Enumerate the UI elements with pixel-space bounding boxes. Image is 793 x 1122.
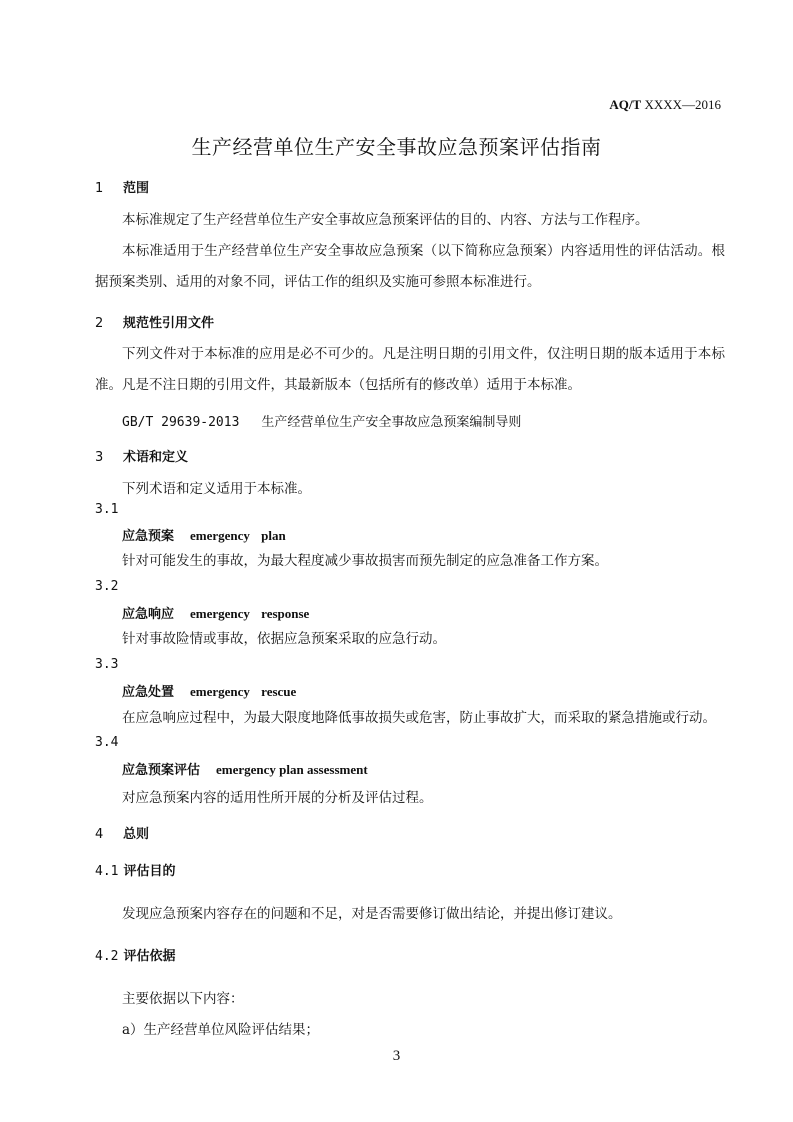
normative-reference bbox=[122, 411, 521, 430]
term-en: emergency rescue bbox=[190, 684, 297, 699]
section-2-paragraph-1: 下列文件对于本标准的应用是必不可少的。凡是注明日期的引用文件，仅注明日期的版本适用于本标准。凡是不注日期的引用文件，其最新版本（包括所有的修改单）适用于本标准。 bbox=[95, 346, 725, 393]
subsection-4-2-text: 主要依据以下内容： bbox=[122, 991, 244, 1007]
term-definition: 针对可能发生的事故，为最大程度减少事故损害而预先制定的应急准备工作方案。 bbox=[122, 553, 608, 569]
section-title: 规范性引用文件 bbox=[123, 316, 215, 331]
section-number: 2 bbox=[95, 316, 104, 331]
standard-code bbox=[609, 97, 721, 113]
section-1-paragraph-1: 本标准规定了生产经营单位生产安全事故应急预案评估的目的、内容、方法与工作程序。 bbox=[122, 212, 649, 228]
section-4-heading bbox=[95, 823, 149, 842]
section-number: 4 bbox=[95, 827, 104, 842]
subsection-number: 4.2 bbox=[95, 949, 119, 964]
term-heading bbox=[122, 525, 286, 544]
subsection-number: 4.1 bbox=[95, 864, 119, 879]
term-definition: 对应急预案内容的适用性所开展的分析及评估过程。 bbox=[122, 790, 433, 806]
list-item-a: a）生产经营单位风险评估结果； bbox=[122, 1022, 320, 1038]
subsection-4-2-heading bbox=[95, 945, 176, 964]
document-title: 生产经营单位生产安全事故应急预案评估指南 bbox=[191, 135, 602, 159]
section-title: 范围 bbox=[123, 181, 150, 196]
subsection-4-1-text: 发现应急预案内容存在的问题和不足，对是否需要修订做出结论，并提出修订建议。 bbox=[122, 906, 622, 922]
term-cn: 应急预案 bbox=[122, 529, 175, 544]
reference-title: 生产经营单位生产安全事故应急预案编制导则 bbox=[261, 415, 522, 430]
page-number: 3 bbox=[392, 1048, 401, 1064]
section-1-heading bbox=[95, 177, 149, 196]
term-en: emergency plan assessment bbox=[216, 762, 368, 777]
section-title: 术语和定义 bbox=[123, 450, 189, 465]
standard-code-number: XXXX—2016 bbox=[644, 97, 721, 112]
section-number: 3 bbox=[95, 450, 104, 465]
term-definition: 在应急响应过程中，为最大限度地降低事故损失或危害，防止事故扩大，而采取的紧急措施或行动。 bbox=[122, 710, 716, 726]
term-definition: 针对事故险情或事故，依据应急预案采取的应急行动。 bbox=[122, 631, 446, 647]
subsection-title: 评估目的 bbox=[123, 864, 176, 879]
section-3-intro: 下列术语和定义适用于本标准。 bbox=[122, 481, 311, 497]
term-cn: 应急预案评估 bbox=[122, 763, 201, 778]
section-number: 1 bbox=[95, 181, 104, 196]
section-2-heading bbox=[95, 312, 214, 331]
subsection-4-1-heading bbox=[95, 860, 176, 879]
term-heading bbox=[122, 681, 296, 700]
subsection-title: 评估依据 bbox=[123, 949, 176, 964]
reference-id: GB/T 29639-2013 bbox=[122, 415, 240, 430]
section-title: 总则 bbox=[123, 827, 150, 842]
standard-code-prefix: AQ/T bbox=[609, 97, 642, 112]
term-en: emergency response bbox=[190, 606, 310, 621]
term-heading bbox=[122, 603, 309, 622]
term-number: 3.2 bbox=[95, 579, 119, 594]
term-cn: 应急处置 bbox=[122, 685, 175, 700]
term-heading bbox=[122, 759, 368, 778]
term-number: 3.3 bbox=[95, 657, 119, 672]
section-3-heading bbox=[95, 446, 188, 465]
term-number: 3.4 bbox=[95, 735, 119, 750]
section-1-paragraph-2: 本标准适用于生产经营单位生产安全事故应急预案（以下简称应急预案）内容适用性的评估活动。根据预案类别、适用的对象不同，评估工作的组织及实施可参照本标准进行。 bbox=[95, 243, 725, 290]
term-en: emergency plan bbox=[190, 528, 286, 543]
term-number: 3.1 bbox=[95, 502, 119, 517]
term-cn: 应急响应 bbox=[122, 607, 175, 622]
